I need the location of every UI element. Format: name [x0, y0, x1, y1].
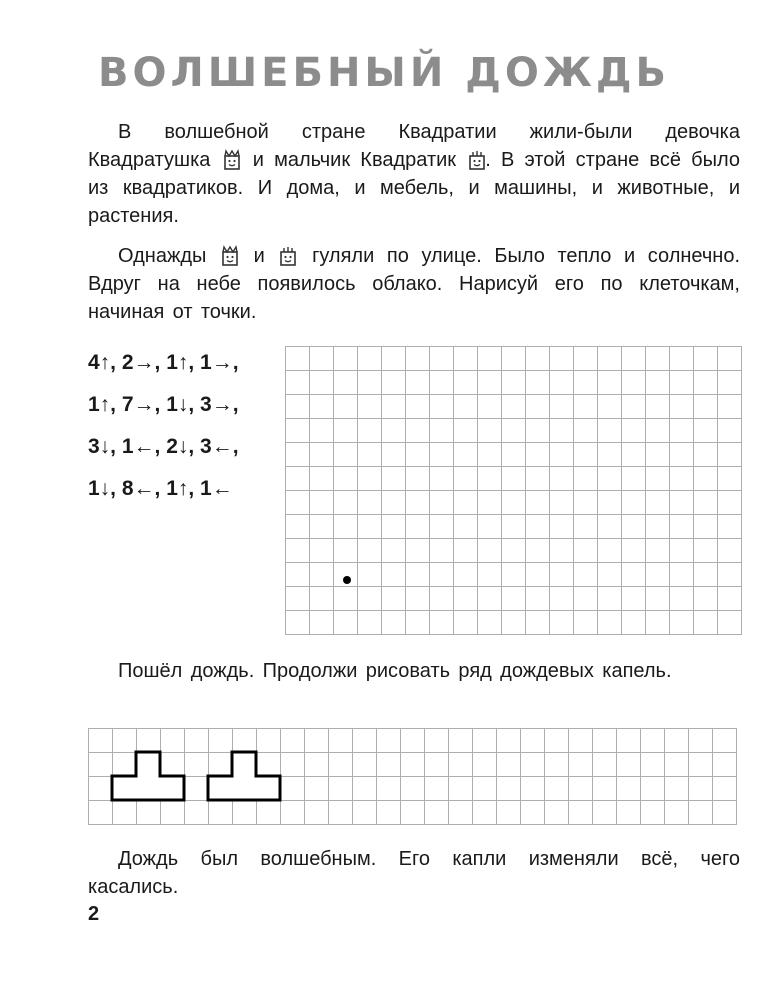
intro-paragraph [88, 118, 740, 230]
girl-square-face-icon [219, 245, 241, 267]
raindrop-grid [88, 728, 737, 825]
girl-square-face-icon [221, 149, 243, 171]
intro-text-2: и мальчик Квадратик [252, 149, 457, 171]
magic-note: Дождь был волшебным. Его капли изменяли всё, чего касались. [88, 848, 740, 898]
intro-text-1: В волшебной стране Квадратии жили-были девочка Квадратушка [88, 121, 740, 171]
directions-list [88, 342, 288, 510]
direction-line: 1↑, 7→, 1↓, 3→, [88, 393, 239, 416]
page-title: ВОЛШЕБНЫЙ ДОЖДЬ [98, 50, 670, 96]
walk-text-2: и [253, 245, 265, 267]
raindrop-shapes [88, 728, 736, 824]
walk-text-1: Однажды [118, 245, 207, 267]
boy-square-face-icon [277, 245, 299, 267]
walk-paragraph [88, 242, 740, 326]
rain-prompt: Пошёл дождь. Продолжи рисовать ряд дождевых капель. [118, 660, 672, 682]
direction-line: 1↓, 8←, 1↑, 1← [88, 477, 233, 500]
page-number: 2 [88, 903, 100, 925]
direction-line: 3↓, 1←, 2↓, 3←, [88, 435, 239, 458]
start-dot [343, 576, 351, 584]
cloud-drawing-grid [285, 346, 742, 635]
direction-line: 4↑, 2→, 1↑, 1→, [88, 351, 239, 374]
walk-text-3: гуляли по улице. Было тепло и солнечно. Вдруг на небе появилось облако. Нарисуй его по клеточкам, начиная от точки. [88, 245, 741, 323]
intro-text-3: . В этой стране всё было из квадратиков. И дома, и мебель, и машины, и животные, и растения. [88, 149, 740, 227]
